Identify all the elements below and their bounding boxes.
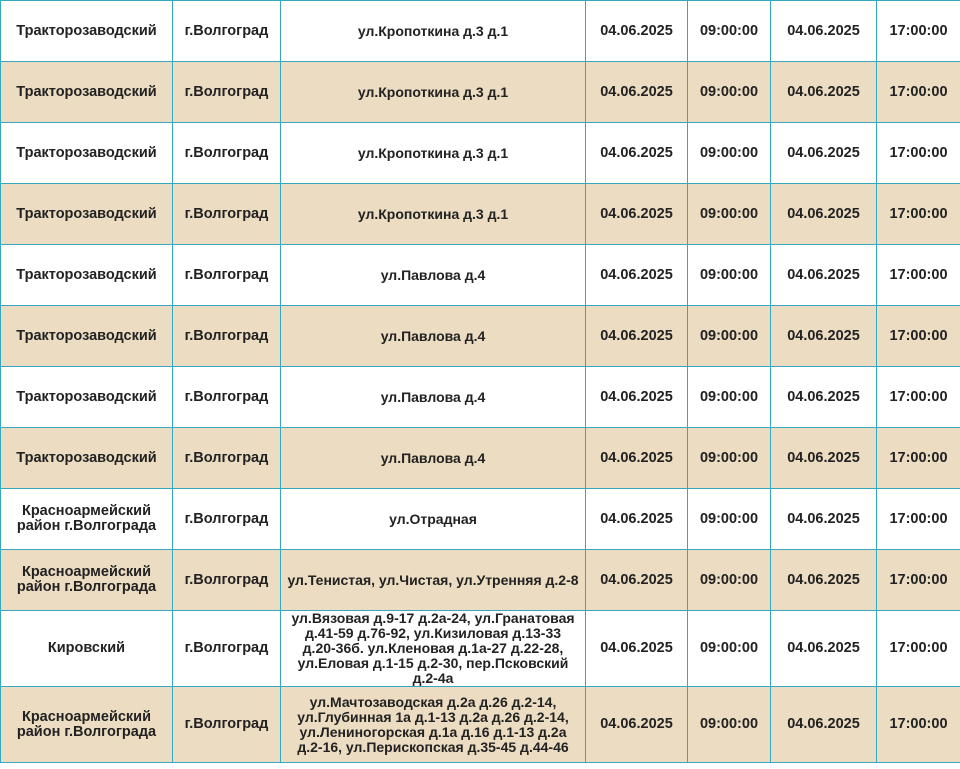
city-cell: г.Волгоград	[173, 611, 281, 687]
start-time-cell: 09:00:00	[688, 428, 771, 489]
district-cell: Тракторозаводский	[1, 1, 173, 62]
address-cell: ул.Мачтозаводская д.2а д.26 д.2-14, ул.Глубинная 1а д.1-13 д.2а д.26 д.2-14, ул.Лениногорская д.1а д.16 д.1-13 д.2а д.2-16, ул.Перископская д.35-45 д.44-46	[281, 687, 586, 763]
start-date-cell: 04.06.2025	[586, 245, 688, 306]
table-row	[1, 367, 960, 428]
district-cell: Тракторозаводский	[1, 245, 173, 306]
table-row	[1, 306, 960, 367]
start-time-cell: 09:00:00	[688, 367, 771, 428]
start-time-cell: 09:00:00	[688, 245, 771, 306]
district-cell: Тракторозаводский	[1, 367, 173, 428]
end-time-cell: 17:00:00	[877, 611, 960, 687]
table-row	[1, 550, 960, 611]
city-cell: г.Волгоград	[173, 62, 281, 123]
address-cell: ул.Павлова д.4	[281, 306, 586, 367]
end-date-cell: 04.06.2025	[771, 489, 877, 550]
end-time-cell: 17:00:00	[877, 306, 960, 367]
district-cell: Кировский	[1, 611, 173, 687]
start-date-cell: 04.06.2025	[586, 367, 688, 428]
start-date-cell: 04.06.2025	[586, 687, 688, 763]
address-cell: ул.Тенистая, ул.Чистая, ул.Утренняя д.2-8	[281, 550, 586, 611]
end-date-cell: 04.06.2025	[771, 306, 877, 367]
table-row	[1, 687, 960, 763]
city-cell: г.Волгоград	[173, 428, 281, 489]
end-time-cell: 17:00:00	[877, 687, 960, 763]
city-cell: г.Волгоград	[173, 123, 281, 184]
end-time-cell: 17:00:00	[877, 245, 960, 306]
address-cell: ул.Отрадная	[281, 489, 586, 550]
table-row	[1, 62, 960, 123]
start-time-cell: 09:00:00	[688, 489, 771, 550]
address-cell: ул.Кропоткина д.3 д.1	[281, 1, 586, 62]
start-date-cell: 04.06.2025	[586, 62, 688, 123]
start-date-cell: 04.06.2025	[586, 550, 688, 611]
start-time-cell: 09:00:00	[688, 184, 771, 245]
end-date-cell: 04.06.2025	[771, 184, 877, 245]
district-cell: Тракторозаводский	[1, 428, 173, 489]
address-cell: ул.Кропоткина д.3 д.1	[281, 184, 586, 245]
address-cell: ул.Павлова д.4	[281, 428, 586, 489]
city-cell: г.Волгоград	[173, 367, 281, 428]
table-row	[1, 611, 960, 687]
end-time-cell: 17:00:00	[877, 428, 960, 489]
start-time-cell: 09:00:00	[688, 550, 771, 611]
end-date-cell: 04.06.2025	[771, 611, 877, 687]
district-cell: Красноармейский район г.Волгограда	[1, 489, 173, 550]
start-date-cell: 04.06.2025	[586, 1, 688, 62]
start-date-cell: 04.06.2025	[586, 306, 688, 367]
start-date-cell: 04.06.2025	[586, 611, 688, 687]
start-time-cell: 09:00:00	[688, 306, 771, 367]
start-time-cell: 09:00:00	[688, 611, 771, 687]
city-cell: г.Волгоград	[173, 550, 281, 611]
end-date-cell: 04.06.2025	[771, 62, 877, 123]
address-cell: ул.Павлова д.4	[281, 367, 586, 428]
end-time-cell: 17:00:00	[877, 367, 960, 428]
district-cell: Красноармейский район г.Волгограда	[1, 550, 173, 611]
city-cell: г.Волгоград	[173, 489, 281, 550]
end-date-cell: 04.06.2025	[771, 123, 877, 184]
district-cell: Тракторозаводский	[1, 306, 173, 367]
table-row	[1, 489, 960, 550]
start-time-cell: 09:00:00	[688, 1, 771, 62]
city-cell: г.Волгоград	[173, 184, 281, 245]
address-cell: ул.Кропоткина д.3 д.1	[281, 62, 586, 123]
city-cell: г.Волгоград	[173, 306, 281, 367]
end-time-cell: 17:00:00	[877, 489, 960, 550]
start-time-cell: 09:00:00	[688, 687, 771, 763]
district-cell: Тракторозаводский	[1, 184, 173, 245]
district-cell: Красноармейский район г.Волгограда	[1, 687, 173, 763]
city-cell: г.Волгоград	[173, 1, 281, 62]
table-row	[1, 1, 960, 62]
address-cell: ул.Павлова д.4	[281, 245, 586, 306]
city-cell: г.Волгоград	[173, 687, 281, 763]
end-date-cell: 04.06.2025	[771, 687, 877, 763]
city-cell: г.Волгоград	[173, 245, 281, 306]
address-cell: ул.Кропоткина д.3 д.1	[281, 123, 586, 184]
district-cell: Тракторозаводский	[1, 62, 173, 123]
start-date-cell: 04.06.2025	[586, 428, 688, 489]
address-cell: ул.Вязовая д.9-17 д.2а-24, ул.Гранатовая д.41-59 д.76-92, ул.Кизиловая д.13-33 д.20-36б. ул.Кленовая д.1а-27 д.22-28, ул.Еловая д.1-15 д.2-30, пер.Псковский д.2-4а	[281, 611, 586, 687]
district-cell: Тракторозаводский	[1, 123, 173, 184]
start-date-cell: 04.06.2025	[586, 489, 688, 550]
end-time-cell: 17:00:00	[877, 550, 960, 611]
start-date-cell: 04.06.2025	[586, 123, 688, 184]
start-time-cell: 09:00:00	[688, 62, 771, 123]
end-time-cell: 17:00:00	[877, 184, 960, 245]
table-row	[1, 428, 960, 489]
end-time-cell: 17:00:00	[877, 1, 960, 62]
start-date-cell: 04.06.2025	[586, 184, 688, 245]
table-row	[1, 245, 960, 306]
start-time-cell: 09:00:00	[688, 123, 771, 184]
end-date-cell: 04.06.2025	[771, 550, 877, 611]
end-time-cell: 17:00:00	[877, 123, 960, 184]
end-time-cell: 17:00:00	[877, 62, 960, 123]
end-date-cell: 04.06.2025	[771, 367, 877, 428]
end-date-cell: 04.06.2025	[771, 1, 877, 62]
table-row	[1, 184, 960, 245]
end-date-cell: 04.06.2025	[771, 428, 877, 489]
end-date-cell: 04.06.2025	[771, 245, 877, 306]
table-row	[1, 123, 960, 184]
